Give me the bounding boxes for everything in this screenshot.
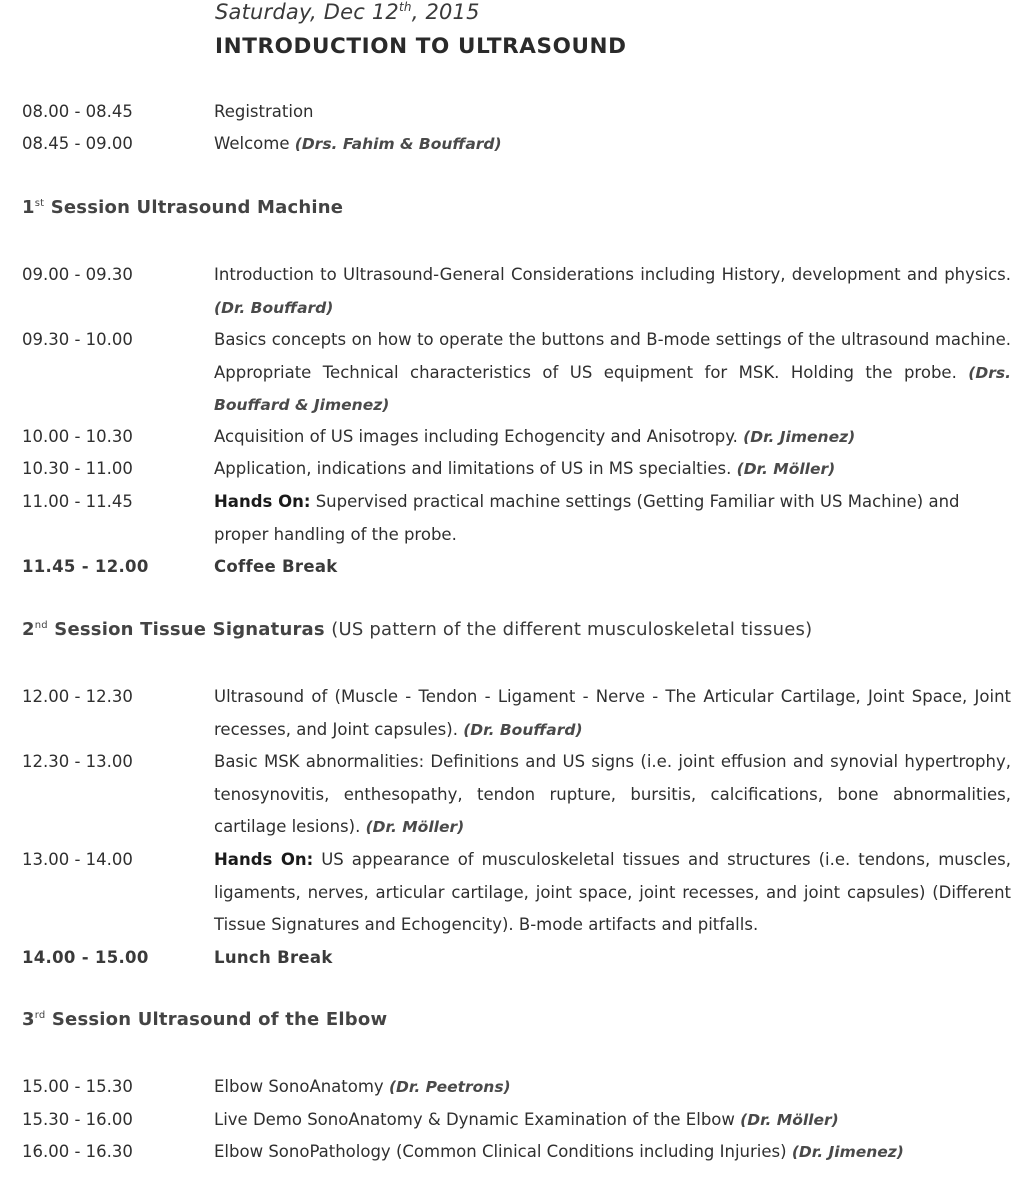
time-slot: 14.00 - 15.00 [22,948,149,967]
agenda-description: Acquisition of US images including Echogencity and Anisotropy. (Dr. Jimenez) [214,427,856,446]
agenda-description: Application, indications and limitations of US in MS specialties. (Dr. Möller) [214,459,836,478]
time-slot: 08.00 - 08.45 [22,102,133,121]
agenda-description: Elbow SonoPathology (Common Clinical Conditions including Injuries) (Dr. Jimenez) [214,1142,904,1161]
speaker-name: (Dr. Jimenez) [743,428,856,446]
time-slot: 12.00 - 12.30 [22,687,133,706]
time-slot: 10.00 - 10.30 [22,427,133,446]
agenda-description: Lunch Break [214,948,333,967]
agenda-description: Basics concepts on how to operate the buttons and B-mode settings of the ultrasound machine. Appropriate Technical characteristics of US equipment for MSK. Holding the probe. (Drs. Bouffard & Jimenez) [214,330,1011,414]
session-heading: 2nd Session Tissue Signaturas (US pattern of the different musculoskeletal tissues) [22,619,813,640]
time-slot: 10.30 - 11.00 [22,459,133,478]
speaker-name: (Dr. Möller) [740,1111,839,1129]
agenda-description: Registration [214,102,314,121]
time-slot: 12.30 - 13.00 [22,752,133,771]
speaker-name: (Dr. Bouffard) [463,720,583,739]
agenda-date: Saturday, Dec 12th, 2015 [215,0,480,24]
speaker-name: (Dr. Peetrons) [388,1078,511,1096]
agenda-description: Hands On: US appearance of musculoskeletal tissues and structures (i.e. tendons, muscles, ligaments, nerves, articular cartilage, joint space, joint recesses, and joint capsules) (Different Tissue Signatures and Echogencity). B-mode artifacts and pitfalls. [214,850,1011,934]
time-slot: 11.00 - 11.45 [22,492,133,511]
time-slot: 11.45 - 12.00 [22,557,149,576]
agenda-description: Basic MSK abnormalities: Definitions and US signs (i.e. joint effusion and synovial hypertrophy, tenosynovitis, enthesopathy, tendon rupture, bursitis, calcifications, bone abnormalities, cartilage lesions). (Dr. Möller) [214,752,1011,836]
time-slot: 08.45 - 09.00 [22,134,133,153]
time-slot: 15.30 - 16.00 [22,1110,133,1129]
agenda-description: Live Demo SonoAnatomy & Dynamic Examination of the Elbow (Dr. Möller) [214,1110,839,1129]
speaker-name: (Drs. Fahim & Bouffard) [294,135,502,153]
speaker-name: (Drs. Bouffard & Jimenez) [214,363,1011,414]
session-heading: 3rd Session Ultrasound of the Elbow [22,1009,388,1030]
agenda-description: Elbow SonoAnatomy (Dr. Peetrons) [214,1077,511,1096]
session-heading: 1st Session Ultrasound Machine [22,197,344,218]
speaker-name: (Dr. Jimenez) [791,1143,904,1161]
time-slot: 15.00 - 15.30 [22,1077,133,1096]
agenda-description: Ultrasound of (Muscle - Tendon - Ligament - Nerve - The Articular Cartilage, Joint Space, Joint recesses, and Joint capsules). (Dr. Bouffard) [214,687,1011,739]
hands-on-label: Hands On: [214,492,311,511]
speaker-name: (Dr. Bouffard) [214,298,334,317]
agenda-description: Welcome (Drs. Fahim & Bouffard) [214,134,502,153]
time-slot: 13.00 - 14.00 [22,850,133,869]
speaker-name: (Dr. Möller) [736,460,836,478]
hands-on-label: Hands On: [214,850,314,869]
time-slot: 09.30 - 10.00 [22,330,133,349]
speaker-name: (Dr. Möller) [365,818,465,836]
time-slot: 16.00 - 16.30 [22,1142,133,1161]
time-slot: 09.00 - 09.30 [22,265,133,284]
agenda-description: Coffee Break [214,557,338,576]
page-title: INTRODUCTION TO ULTRASOUND [215,34,627,59]
agenda-description: Introduction to Ultrasound-General Considerations including History, development and physics. (Dr. Bouffard) [214,265,1011,317]
agenda-description: Hands On: Supervised practical machine settings (Getting Familiar with US Machine) and proper handling of the probe. [214,492,960,544]
